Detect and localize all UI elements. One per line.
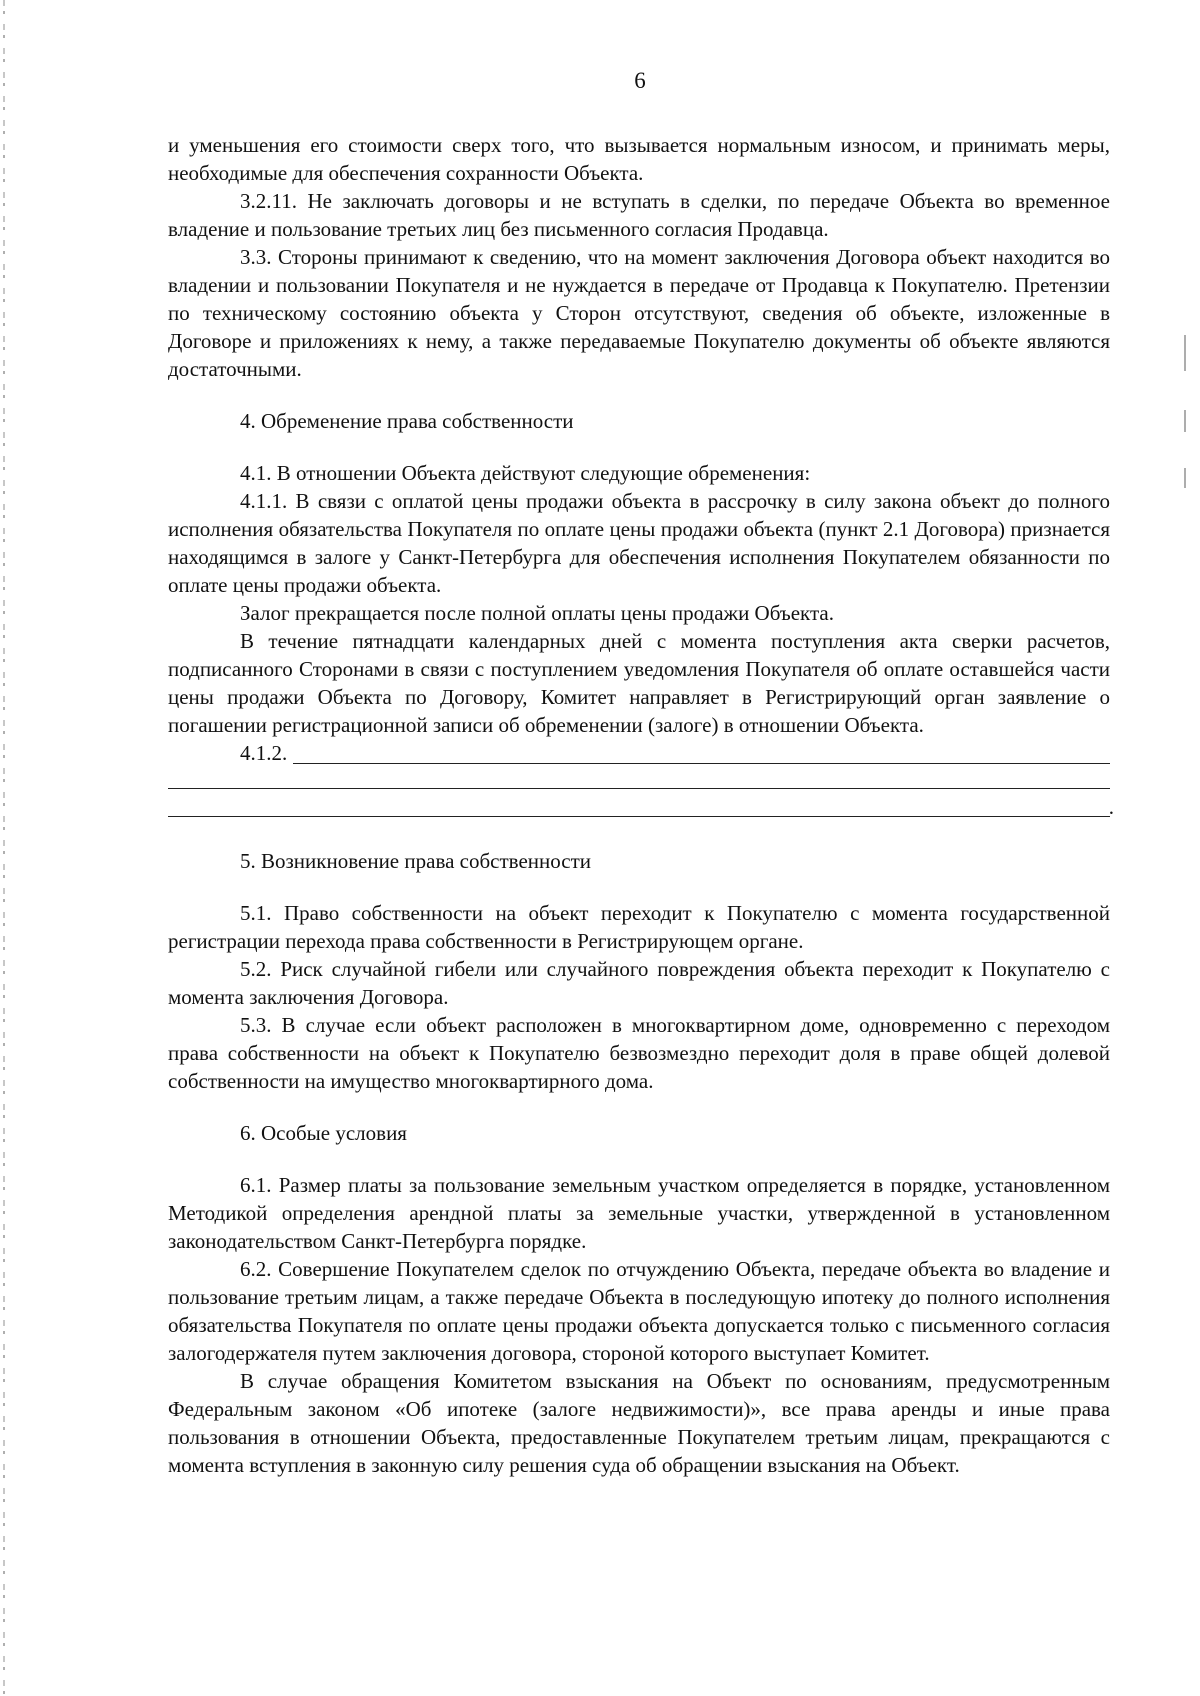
clause-4-1-2 bbox=[168, 739, 1110, 767]
clause-5-3: 5.3. В случае если объект расположен в многоквартирном доме, одновременно с переходом права собственности на объект к Покупателю безвозмездно переходит доля в праве общей долевой собственности на имущество многоквартирного дома. bbox=[168, 1013, 1110, 1093]
clause-4-1: 4.1. В отношении Объекта действуют следующие обременения: bbox=[240, 461, 811, 485]
spacer bbox=[168, 435, 1110, 459]
blank-fill-line bbox=[293, 743, 1110, 764]
pledge-termination: Залог прекращается после полной оплаты цены продажи Объекта. bbox=[240, 601, 834, 625]
pledge-release-procedure: В течение пятнадцати календарных дней с момента поступления акта сверки расчетов, подписанного Сторонами в связи с поступлением уведомления Покупателя об оплате оставшейся части цены продажи Объекта по Договору, Комитет направляет в Регистрирующий орган заявление о погашении регистрационной записи об обременении (залоге) в отношении Объекта. bbox=[168, 629, 1110, 737]
spacer bbox=[168, 1095, 1110, 1119]
document-body bbox=[168, 131, 1114, 1479]
blank-fill-line bbox=[168, 795, 1114, 823]
scan-right-edge-mark bbox=[1184, 468, 1186, 488]
clause-6-2: 6.2. Совершение Покупателем сделок по отчуждению Объекта, передаче объекта во владение и пользование третьим лицам, а также передаче Объекта в последующую ипотеку до полного исполнения обязательства Покупателя по оплате цены продажи объекта допускается только с письменного согласия залогодержателя путем заключения договора, стороной которого выступает Комитет. bbox=[168, 1257, 1110, 1365]
clause-4-1-2-number: 4.1.2. bbox=[240, 741, 288, 765]
spacer bbox=[168, 875, 1110, 899]
clause-3-2-11: 3.2.11. Не заключать договоры и не вступать в сделки, по передаче Объекта во временное владение и пользование третьих лиц без письменного согласия Продавца. bbox=[168, 189, 1110, 241]
blank-end-mark: . bbox=[1108, 795, 1114, 819]
clause-6-1: 6.1. Размер платы за пользование земельным участком определяется в порядке, установленном Методикой определения арендной платы за земельные участки, утвержденной в установленном законодательством Санкт-Петербурга порядке. bbox=[168, 1173, 1110, 1253]
spacer bbox=[168, 823, 1110, 847]
scan-left-edge-artifact bbox=[3, 0, 5, 1696]
section-heading-6: 6. Особые условия bbox=[240, 1121, 407, 1145]
blank-fill-line bbox=[168, 767, 1110, 795]
section-heading-4: 4. Обременение права собственности bbox=[240, 409, 574, 433]
spacer bbox=[168, 1147, 1110, 1171]
spacer bbox=[168, 383, 1110, 407]
paragraph-continuation: и уменьшения его стоимости сверх того, что вызывается нормальным износом, и принимать меры, необходимые для обеспечения сохранности Объекта. bbox=[168, 133, 1110, 185]
scan-right-edge-mark bbox=[1184, 335, 1186, 371]
clause-4-1-1: 4.1.1. В связи с оплатой цены продажи объекта в рассрочку в силу закона объект до полного исполнения обязательства Покупателя по оплате цены продажи объекта (пункт 2.1 Договора) признается находящимся в залоге у Санкт-Петербурга для обеспечения исполнения Покупателем обязанности по оплате цены продажи объекта. bbox=[168, 489, 1110, 597]
page-number: 6 bbox=[634, 68, 646, 93]
clause-5-2: 5.2. Риск случайной гибели или случайного повреждения объекта переходит к Покупателю с момента заключения Договора. bbox=[168, 957, 1110, 1009]
clause-3-3: 3.3. Стороны принимают к сведению, что на момент заключения Договора объект находится во владении и пользовании Покупателя и не нуждается в передаче от Продавца к Покупателю. Претензии по техническому состоянию объекта у Сторон отсутствуют, сведения об объекте, изложенные в Договоре и приложениях к нему, а также передаваемые Покупателю документы об объекте являются достаточными. bbox=[168, 245, 1110, 381]
foreclosure-clause: В случае обращения Комитетом взыскания на Объект по основаниям, предусмотренным Федеральным законом «Об ипотеке (залоге недвижимости)», все права аренды и иные права пользования в отношении Объекта, предоставленные Покупателем третьим лицам, прекращаются с момента вступления в законную силу решения суда об обращении взыскания на Объект. bbox=[168, 1369, 1110, 1477]
scan-right-edge-mark bbox=[1184, 410, 1186, 432]
section-heading-5: 5. Возникновение права собственности bbox=[240, 849, 592, 873]
clause-5-1: 5.1. Право собственности на объект переходит к Покупателю с момента государственной регистрации перехода права собственности в Регистрирующем органе. bbox=[168, 901, 1110, 953]
